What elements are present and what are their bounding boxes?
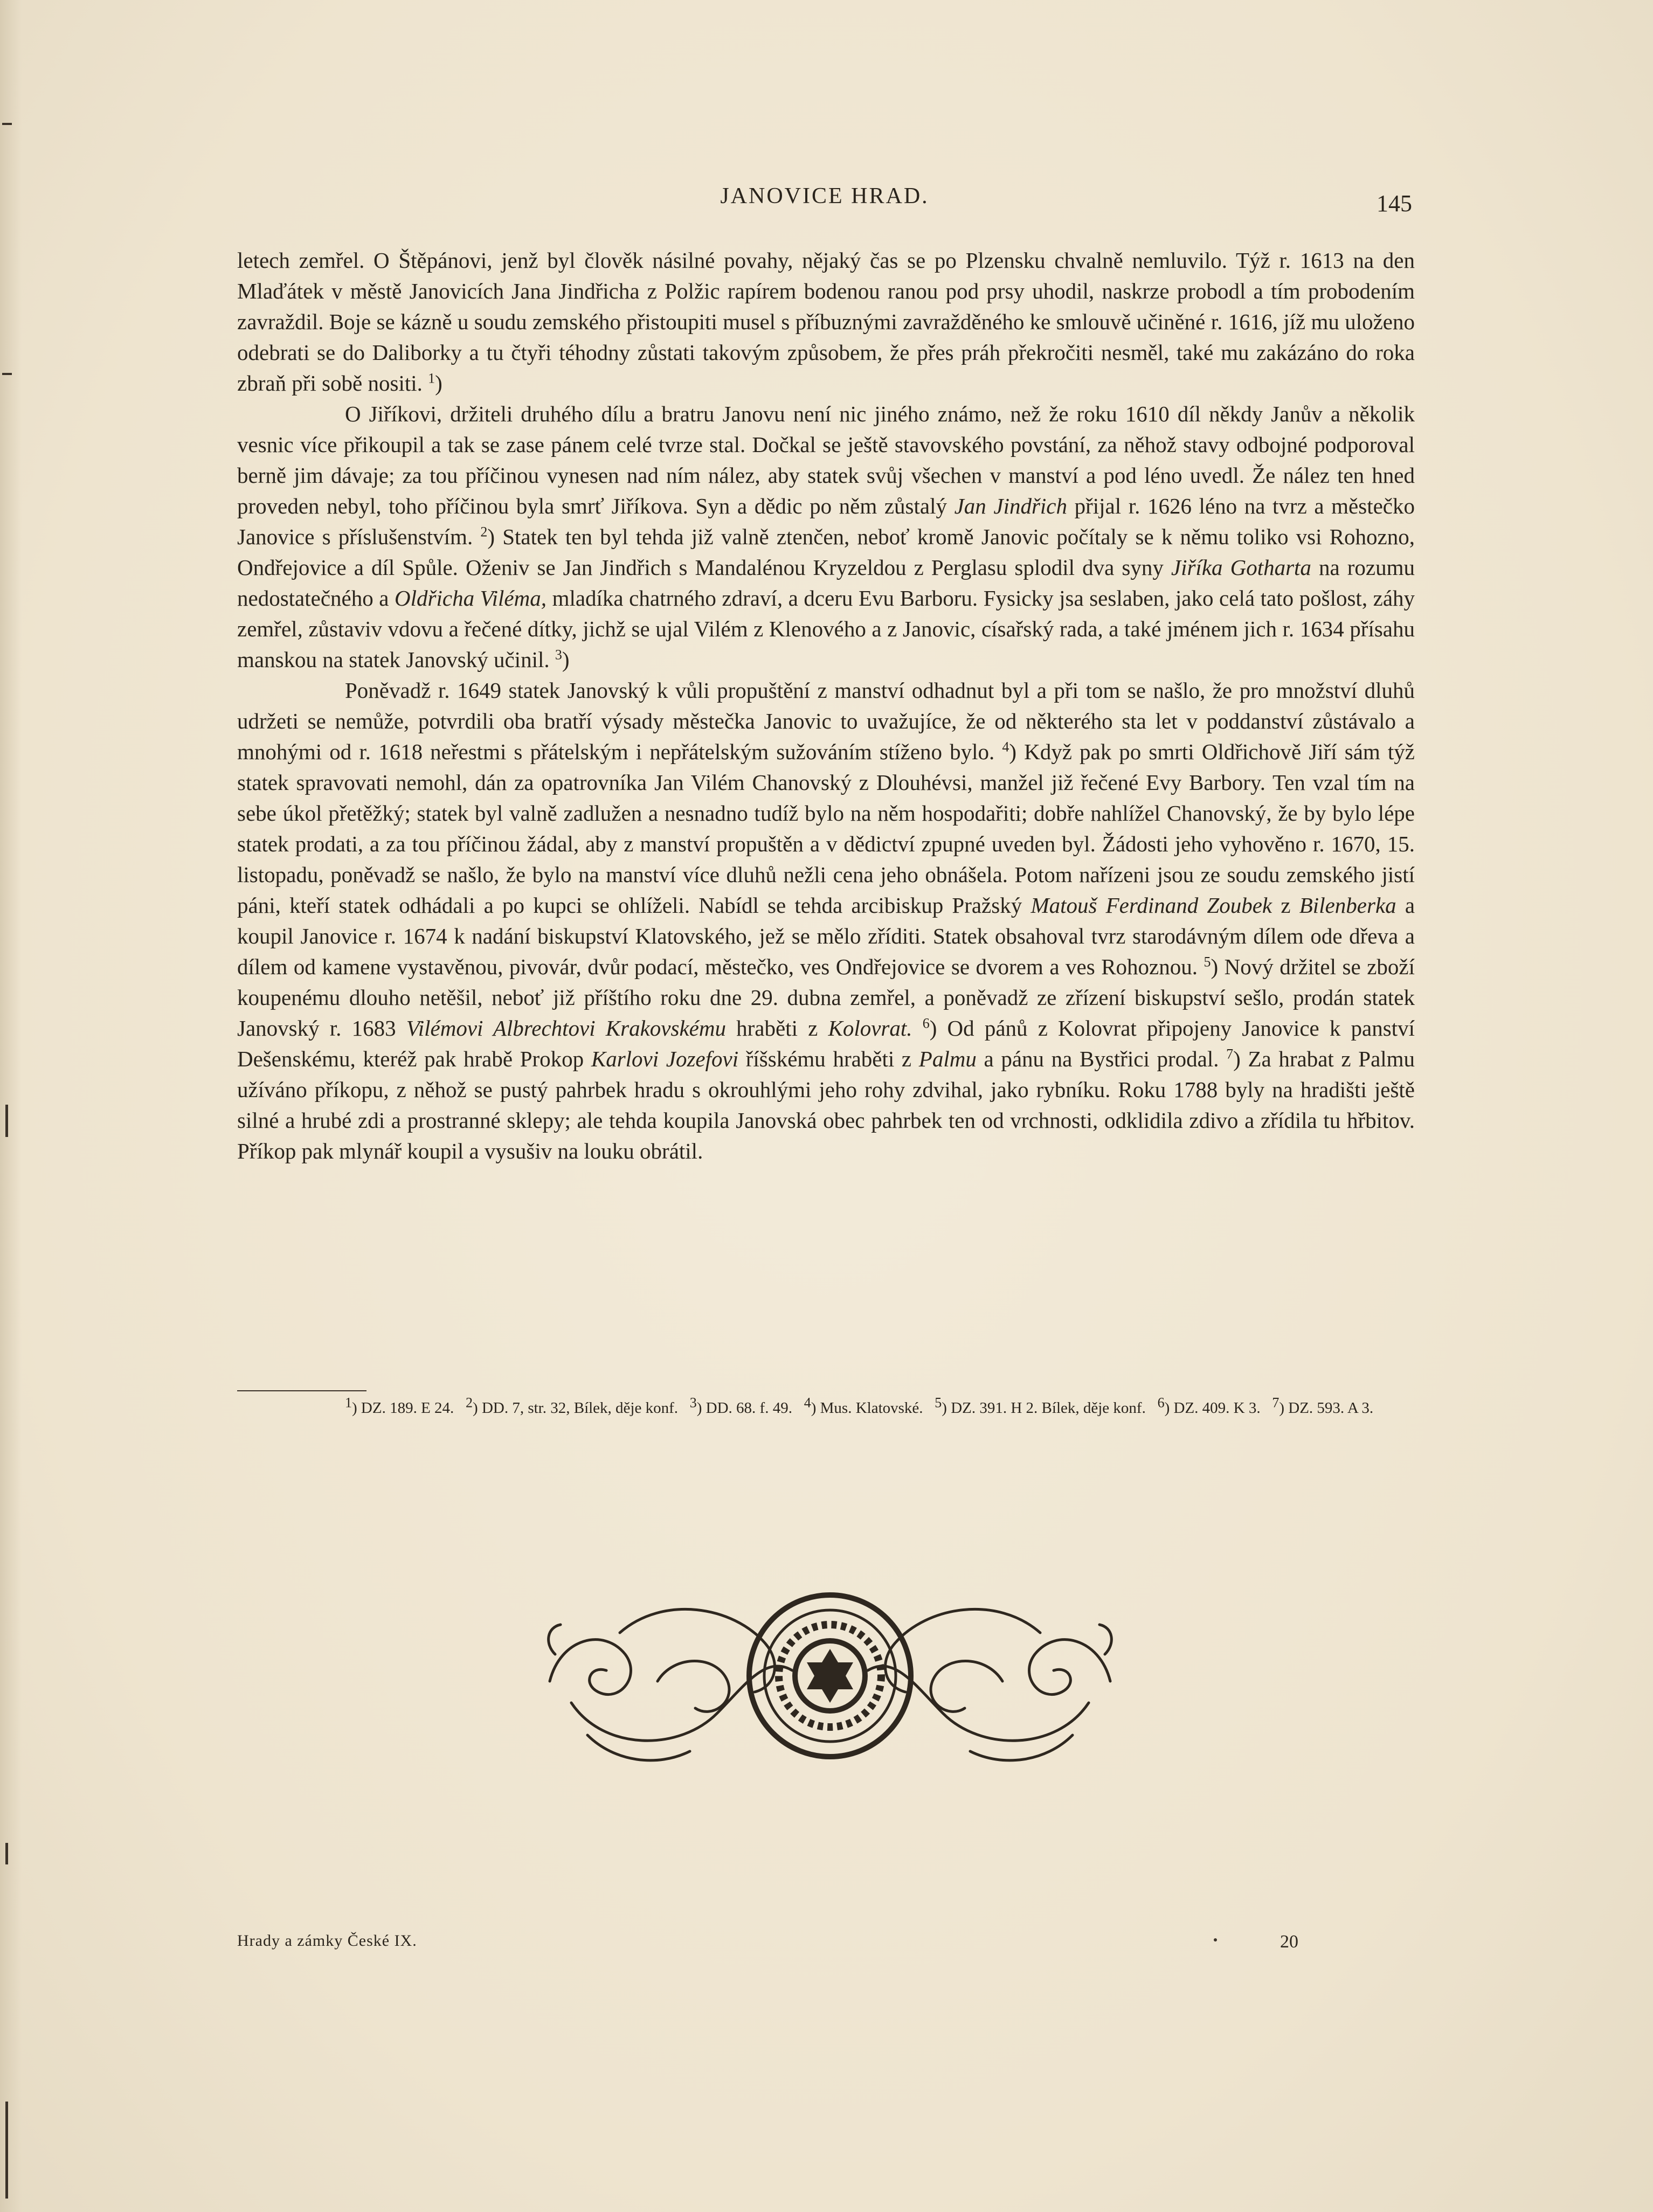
running-title: JANOVICE HRAD. — [720, 184, 929, 209]
text-run: ) — [435, 371, 442, 396]
text-run: mladíka chatrného zdraví, a dceru Evu Barboru. Fysicky jsa seslaben, jako celá tato pošlost, záhy zemřel, zůstaviv vdovu a řečené dítky, jichž se ujal Vilém z Klenového a z Janovic, císařský rada, a také jménem jich r. 1634 přísahu manskou na statek Janovský učinil. — [237, 586, 1415, 672]
italic-name: Jan Jindřich — [954, 494, 1068, 518]
footnote-text: ) DZ. 593. A 3. — [1279, 1399, 1374, 1417]
footnote-ref: 7 — [1226, 1046, 1234, 1062]
paragraph-1 — [237, 245, 1415, 399]
footnote-ref: 4 — [1002, 739, 1009, 755]
text-run: na rozumu nedostatečného a — [237, 555, 1415, 611]
footnote — [689, 1395, 792, 1417]
italic-name: Oldřicha Viléma, — [395, 586, 547, 611]
text-run: ) Za hrabat z Palmu užíváno příkopu, z něhož se pustý pahrbek hradu s okrouhlými jeho rohy zdvihal, jako rybníku. Roku 1788 byly na hradišti ještě silné a hrubé zdi a prostranné sklepy; ale tehda koupila Janovská obec pahrbek ten od vrchnosti, odklidila zdivo a zřídila tu hřbitov. Příkop pak mlynář koupil a vysušiv na louku obrátil. — [237, 1046, 1415, 1163]
text-run: z — [1281, 893, 1291, 918]
signature-line: Hrady a zámky České IX. — [237, 1932, 417, 1950]
footnote-ref: 2 — [480, 524, 488, 540]
text-run: Poněvadž r. 1649 statek Janovský k vůli propuštění z manství odhadnut byl a při tom se našlo, že pro množství dluhů udržeti se nemůže, potvrdili oba bratří výsady městečka Janovic to uvažujíce, že od některého sta let v poddanství zůstávalo a mnohými od r. 1618 neřestmi s přátelským i nepřátelským sužováním stíženo bylo. — [237, 678, 1415, 764]
italic-name: Bilenberka — [1299, 893, 1396, 918]
text-run: hraběti z — [736, 1016, 818, 1041]
italic-name: Jiříka Gotharta — [1171, 555, 1311, 580]
footnote-ref: 3 — [555, 647, 562, 663]
page-header — [237, 183, 1412, 216]
italic-name: Kolovrat. — [828, 1016, 912, 1041]
footnote-text: ) Mus. Klatovské. — [811, 1399, 923, 1417]
binding-mark — [2, 373, 12, 375]
italic-name: Vilémovi Albrechtovi Krakovskému — [406, 1016, 726, 1041]
text-run: O Jiříkovi, držiteli druhého dílu a bratru Janovu není nic jiného známo, než že roku 1610 díl někdy Janův a několik vesnic více přikoupil a tak se zase pánem celé tvrze stal. Dočkal se ještě stavovského povstání, za něhož stavy odbojné podporoval berně jim dávaje; za tou příčinou vynesen nad ním nález, aby statek svůj všechen v manství a pod léno uvedl. Že nález ten hned proveden nebyl, toho příčinou byla smrť Jiříkova. Syn a dědic po něm zůstalý — [237, 401, 1415, 518]
main-text — [237, 245, 1415, 1167]
signature-number: 20 — [1280, 1932, 1298, 1952]
footnote — [466, 1395, 679, 1417]
footnote-ref: 6 — [922, 1015, 930, 1031]
text-run: ) Nový držitel se zboží koupenému dlouho netěšil, neboť již příštího roku dne 29. dubna zemřel, a poněvadž ze zřízení biskupství sešlo, prodán statek Janovský r. 1683 — [237, 954, 1415, 1041]
paragraph-2 — [237, 399, 1415, 675]
footnote — [1272, 1395, 1374, 1417]
footnote-mark: 7 — [1272, 1395, 1279, 1411]
text-run: ) Statek ten byl tehda již valně ztenčen, neboť kromě Janovic počítaly se k němu toliko vsi Rohozno, Ondřejovice a díl Spůle. Oženiv se Jan Jindřich s Mandalénou Kryzeldou z Perglasu splodil dva syny — [237, 524, 1415, 580]
text-run: a pánu na Bystřici prodal. — [984, 1046, 1219, 1071]
text-run: letech zemřel. O Štěpánovi, jenž byl člověk násilné povahy, nějaký čas se po Plzensku chvalně nemluvilo. Týž r. 1613 na den Mlaďátek v městě Janovicích Jana Jindřicha z Polžic rapírem bodenou ranou pod prsy uhodil, naskrze probodl a tím probodením zavraždil. Boje se kázně u soudu zemského přistoupiti musel s příbuznými zavražděného ke smlouvě učiněné r. 1616, jíž mu uloženo odebrati se do Daliborky a tu čtyři téhodny zůstati takovým způsobem, že přes práh překročiti nesměl, také mu zakázáno do roka zbraň při sobě nositi. — [237, 248, 1415, 396]
text-run: a koupil Janovice r. 1674 k nadání biskupství Klatovského, jež se mělo zříditi. Statek obsahoval tvrz starodávným dílem ode dřeva a dílem od kamene vystavěnou, pivovár, dvůr podací, městečko, ves Ondřejovice se dvorem a ves Rohoznou. — [237, 893, 1415, 979]
footnote-text: ) DZ. 391. H 2. Bílek, děje konf. — [942, 1399, 1146, 1417]
footnote-text: ) DZ. 189. E 24. — [352, 1399, 454, 1417]
footnote-mark: 4 — [804, 1395, 811, 1411]
binding-mark — [5, 1105, 8, 1137]
footnote — [345, 1395, 454, 1417]
text-run: ) — [562, 647, 570, 672]
footnote-mark: 2 — [466, 1395, 473, 1411]
footnote-mark: 3 — [689, 1395, 697, 1411]
footnote-text: ) DZ. 409. K 3. — [1164, 1399, 1261, 1417]
footnote-mark: 5 — [935, 1395, 942, 1411]
page-number: 145 — [1377, 190, 1412, 217]
binding-mark — [5, 2102, 8, 2199]
text-run: říšskému hraběti z — [745, 1046, 912, 1071]
text-run: ) Když pak po smrti Oldřichově Jiří sám týž statek spravovati nemohl, dán za opatrovníka Jan Vilém Chanovský z Dlouhévsi, manžel již řečené Evy Barbory. Ten vzal tím na sebe úkol přetěžký; statek byl valně zadlužen a nesnadno tudíž bylo na něm hospodařiti; dobře nahlížel Chanovský, že by bylo lépe statek prodati, a za tou příčinou žádal, aby z manství propuštěn a v dědictví zpupné uveden byl. Žádosti jeho vyhověno r. 1670, 15. listopadu, poněvadž se našlo, že bylo na manství více dluhů nežli cena jeho obnášela. Potom nařízeni jsou ze soudu zemského jistí páni, kteří statek odhádali a po kupci se ohlíželi. Nabídl se tehda arcibiskup Pražský — [237, 739, 1415, 918]
footnote-mark: 1 — [345, 1395, 352, 1411]
page-footer — [237, 1932, 1415, 1959]
binding-mark — [5, 1843, 8, 1864]
text-run: přijal r. 1626 léno na tvrz a městečko Janovice s příslušenstvím. — [237, 494, 1415, 549]
footnote-ref: 1 — [428, 370, 435, 386]
footnote — [935, 1395, 1146, 1417]
footnote-mark: 6 — [1157, 1395, 1165, 1411]
italic-name: Matouš Ferdinand Zoubek — [1030, 893, 1272, 918]
binding-mark — [2, 123, 12, 125]
footnote — [1157, 1395, 1261, 1417]
binding-edge — [0, 0, 22, 2212]
italic-name: Karlovi Jozefovi — [591, 1046, 739, 1071]
footnote-rule — [237, 1390, 366, 1391]
footnote — [804, 1395, 923, 1417]
footnote-text: ) DD. 68. f. 49. — [696, 1399, 792, 1417]
text-run: ) Od pánů z Kolovrat připojeny Janovice k panství Dešenskému, kteréž pak hrabě Prokop — [237, 1016, 1415, 1071]
footnotes — [237, 1397, 1415, 1419]
italic-name: Palmu — [918, 1046, 977, 1071]
footnote-text: ) DD. 7, str. 32, Bílek, děje konf. — [473, 1399, 679, 1417]
paragraph-3 — [237, 675, 1415, 1167]
footnote-ref: 5 — [1204, 954, 1211, 970]
ornament-vignette — [539, 1573, 1121, 1778]
speck — [1214, 1938, 1217, 1941]
